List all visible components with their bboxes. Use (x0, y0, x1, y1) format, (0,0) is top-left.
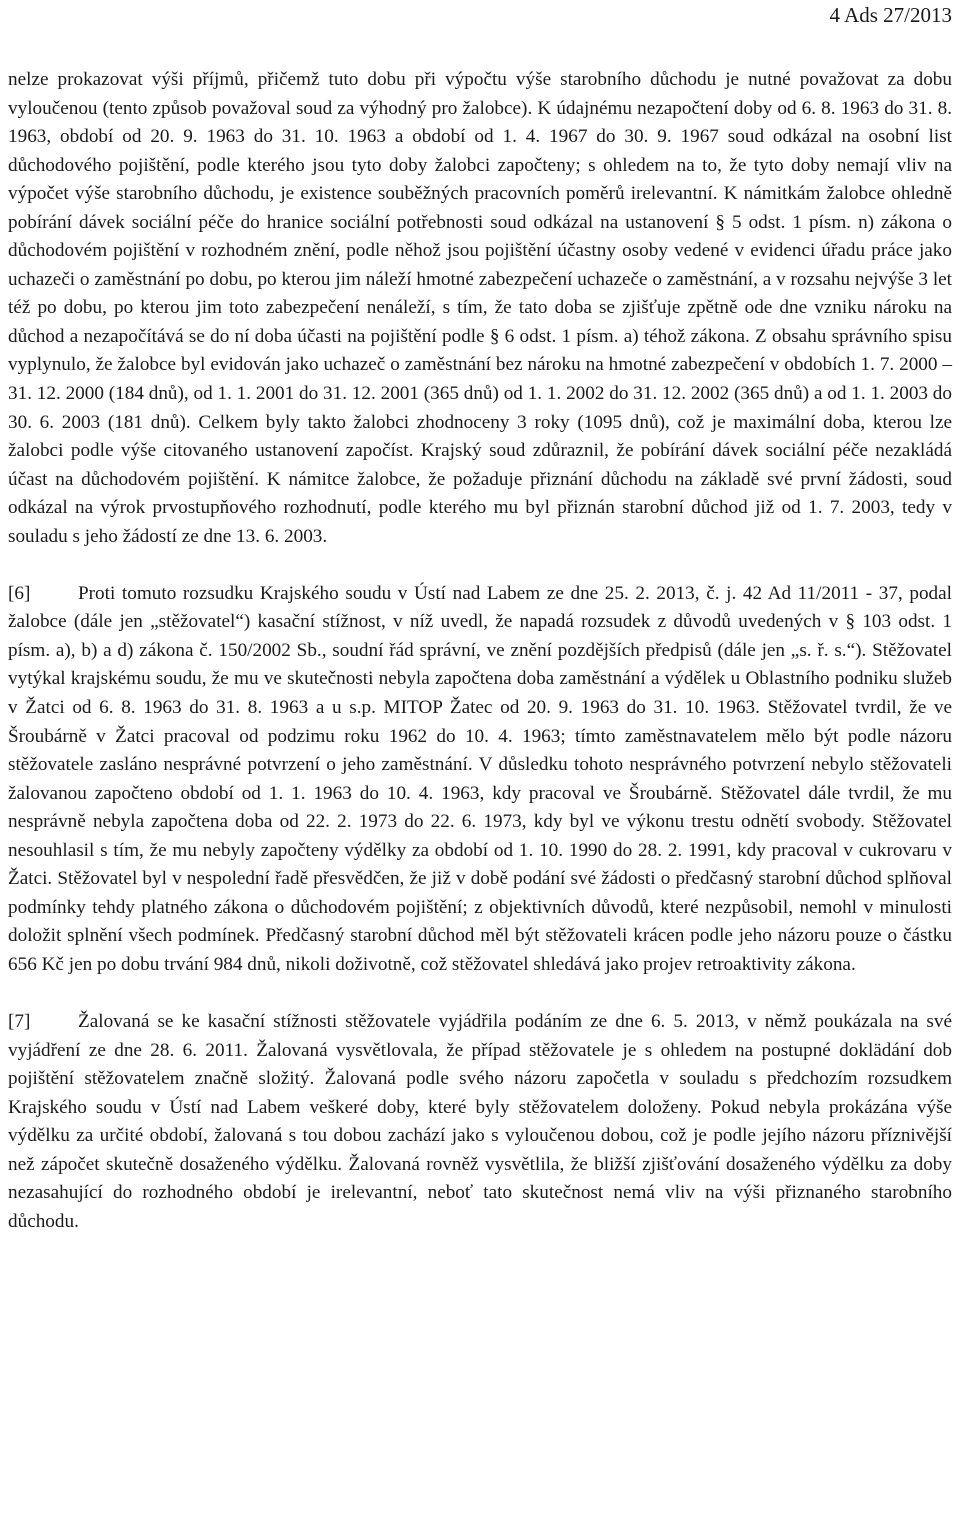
paragraph-text: Žalovaná se ke kasační stížnosti stěžovatele vyjádřila podáním ze dne 6. 5. 2013, v němž poukázala na své vyjádření ze dne 28. 6. 2011. Žalovaná vysvětlovala, že případ stěžovatele je s ohledem na postupné doklädání dob pojištění stěžovatelem značně složitý. Žalovaná podle svého názoru započetla v souladu s předchozím rozsudkem Krajského soudu v Ústí nad Labem veškeré doby, které byly stěžovatelem doloženy. Pokud nebyla prokázána výše výdělku za určité období, žalovaná s tou dobou zachází jako s vyloučenou dobou, což je podle jejího názoru příznivější než zápočet skutečně dosaženého výdělku. Žalovaná rovněž vysvětlila, že bližší zjišťování dosaženého výdělku za doby nezasahující do rozhodného období je irelevantní, neboť tato skutečnost nemá vliv na výši přiznaného starobního důchodu. (8, 1010, 952, 1232)
case-number-header: 4 Ads 27/2013 (829, 3, 952, 27)
paragraph-text: nelze prokazovat výši příjmů, přičemž tuto dobu při výpočtu výše starobního důchodu je nutné považovat za dobu vyloučenou (tento způsob považoval soud za výhodný pro žalobce). K údajnému nezapočtení doby od 6. 8. 1963 do 31. 8. 1963, období od 20. 9. 1963 do 31. 10. 1963 a období od 1. 4. 1967 do 30. 9. 1967 soud odkázal na osobní list důchodového pojištění, podle kterého jsou tyto doby žalobci započteny; s ohledem na to, že tyto doby nemají vliv na výpočet výše starobního důchodu, je existence souběžných pracovních poměrů irelevantní. K námitkám žalobce ohledně pobírání dávek sociální péče do hranice sociální potřebnosti soud odkázal na ustanovení § 5 odst. 1 písm. n) zákona o důchodovém pojištění v rozhodném znění, podle něhož jsou pojištění účastny osoby vedené v evidenci úřadu práce jako uchazeči o zaměstnání po dobu, po kterou jim náleží hmotné zabezpečení uchazeče o zaměstnání, a v rozsahu nejvýše 3 let též po dobu, po kterou jim toto zabezpečení nenáleží, s tím, že tato doba se zjišťuje zpětně ode dne vzniku nároku na důchod a nezapočítává se do ní doba účasti na pojištění podle § 6 odst. 1 písm. a) téhož zákona. Z obsahu správního spisu vyplynulo, že žalobce byl evidován jako uchazeč o zaměstnání bez nároku na hmotné zabezpečení v obdobích 1. 7. 2000 – 31. 12. 2000 (184 dnů), od 1. 1. 2001 do 31. 12. 2001 (365 dnů) od 1. 1. 2002 do 31. 12. 2002 (365 dnů) a od 1. 1. 2003 do 30. 6. 2003 (181 dnů). Celkem byly takto žalobci zhodnoceny 3 roky (1095 dnů), což je maximální doba, kterou lze žalobci podle výše citovaného ustanovení započíst. Krajský soud zdůraznil, že pobírání dávek sociální péče nezakládá účast na důchodovém pojištění. K námitce žalobce, že požaduje přiznání důchodu na základě své první žádosti, soud odkázal na výrok prvostupňového rozhodnutí, podle kterého mu byl přiznán starobní důchod již od 1. 7. 2003, tedy v souladu s jeho žádostí ze dne 13. 6. 2003. (8, 69, 952, 547)
paragraph-7 (8, 1008, 952, 1236)
document-body (8, 66, 952, 1236)
paragraph-text: Proti tomuto rozsudku Krajského soudu v Ústí nad Labem ze dne 25. 2. 2013, č. j. 42 Ad 11/2011 - 37, podal žalobce (dále jen „stěžovatel“) kasační stížnost, v níž uvedl, že napadá rozsudek z důvodů uvedených v § 103 odst. 1 písm. a), b) a d) zákona č. 150/2002 Sb., soudní řád správní, ve znění pozdějších předpisů (dále jen „s. ř. s.“). Stěžovatel vytýkal krajskému soudu, že mu ve skutečnosti nebyla započtena doba zaměstnání a výdělek u Oblastního podniku služeb v Žatci od 6. 8. 1963 do 31. 8. 1963 a u s.p. MITOP Žatec od 20. 9. 1963 do 31. 10. 1963. Stěžovatel tvrdil, že ve Šroubárně v Žatci pracoval od podzimu roku 1962 do 10. 4. 1963; tímto zaměstnavatelem mělo být podle názoru stěžovatele zasláno nesprávné potvrzení o jeho zaměstnání. V důsledku tohoto nesprávného potvrzení nebylo stěžovateli žalovanou započteno období od 1. 1. 1963 do 10. 4. 1963, kdy pracoval ve Šroubárně. Stěžovatel dále tvrdil, že mu nesprávně nebyla započtena doba od 22. 2. 1973 do 22. 6. 1973, kdy byl ve výkonu trestu odnětí svobody. Stěžovatel nesouhlasil s tím, že mu nebyly započteny výdělky za období od 1. 10. 1990 do 28. 2. 1991, kdy pracoval v cukrovaru v Žatci. Stěžovatel byl v nespolední řadě přesvědčen, že již v době podání své žádosti o předčasný starobní důchod splňoval podmínky tehdy platného zákona o důchodovém pojištění; z objektivních důvodů, které nezpůsobil, nemohl v minulosti doložit splnění všech podmínek. Předčasný starobní důchod měl být stěžovateli krácen podle jeho názoru pouze o částku 656 Kč jen po dobu trvání 984 dnů, nikoli doživotně, což stěžovatel shledává jako projev retroaktivity zákona. (8, 582, 952, 975)
paragraph-continuation (8, 66, 952, 551)
paragraph-number: [6] (8, 582, 31, 604)
paragraph-6 (8, 580, 952, 980)
paragraph-number: [7] (8, 1010, 31, 1032)
